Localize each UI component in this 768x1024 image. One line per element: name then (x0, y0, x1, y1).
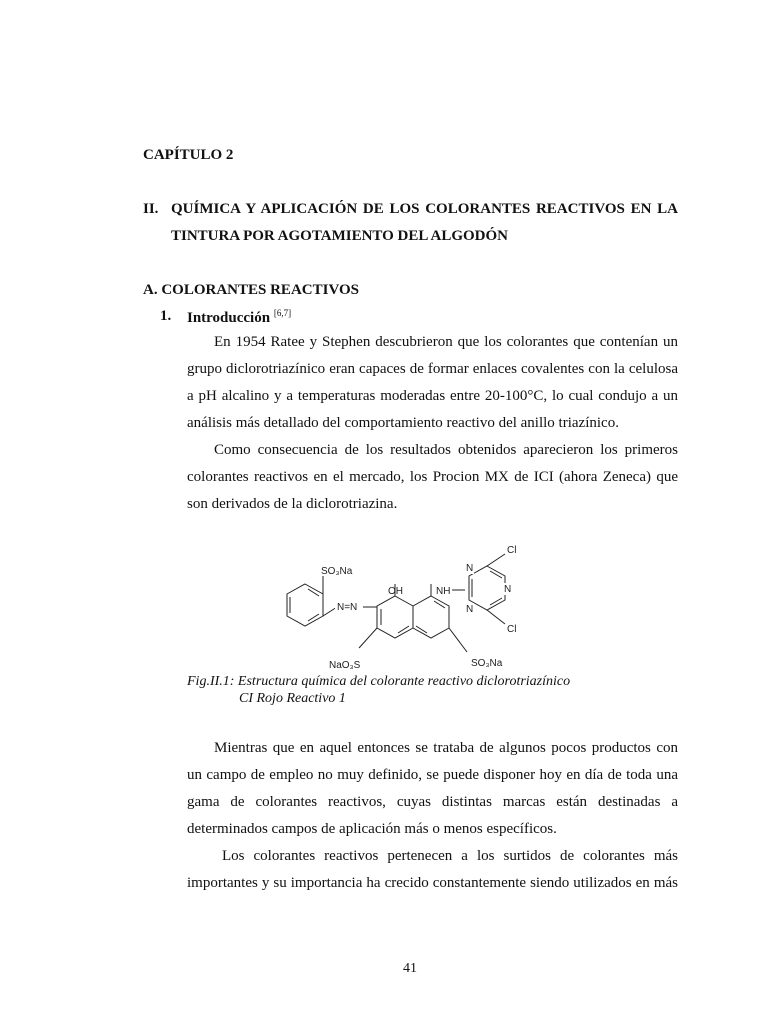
section-title-line1: QUÍMICA Y APLICACIÓN DE LOS COLORANTES REACTIVOS EN LA (171, 201, 678, 217)
paragraph-2 (187, 437, 678, 518)
para1-line: En 1954 Ratee y Stephen descubrieron que los colorantes que contenían un (214, 334, 678, 350)
item-heading (187, 308, 291, 327)
chapter-heading: CAPÍTULO 2 (143, 147, 234, 163)
para4-line: importantes y su importancia ha crecido constantemente siendo utilizados en más (187, 875, 678, 891)
naphthalene-left-ring (377, 596, 413, 638)
nao3s-label: NaO₃S (329, 660, 361, 671)
figure-caption (187, 673, 570, 707)
section-title-line2: TINTURA POR AGOTAMIENTO DEL ALGODÓN (171, 228, 509, 244)
para3-line: determinados campos de aplicación más o menos específicos. (187, 821, 557, 837)
subsection-heading: A. COLORANTES REACTIVOS (143, 282, 359, 298)
triazine-n-label: N (466, 604, 474, 615)
item-title: Introducción (187, 310, 271, 326)
nh-label: NH (436, 586, 451, 597)
so3na-top-label: SO₃Na (321, 566, 353, 577)
triazine-n-label: N (504, 584, 512, 595)
triazine-n-label: N (466, 563, 474, 574)
paragraph-1 (187, 329, 678, 437)
caption-line-1: Fig.II.1: Estructura química del colorante reactivo diclorotriazínico (187, 674, 571, 689)
reference-marker: [6,7] (273, 308, 292, 318)
paragraph-4 (187, 843, 678, 897)
oh-label: OH (388, 586, 403, 597)
paragraph-3 (187, 735, 678, 843)
item-number: 1. (160, 308, 172, 324)
benzene-ring (287, 584, 323, 626)
page-number: 41 (403, 961, 417, 976)
caption-line-2: CI Rojo Reactivo 1 (239, 691, 346, 706)
para2-line: Como consecuencia de los resultados obtenidos aparecieron los primeros (214, 442, 678, 458)
para3-line: gama de colorantes reactivos, cuyas distintas marcas están destinadas a (187, 794, 678, 810)
triazine-ring (469, 566, 505, 610)
cl-top-label: Cl (507, 545, 517, 556)
para1-line: grupo diclorotriazínico eran capaces de formar enlaces covalentes con la celulosa (187, 361, 678, 377)
naphthalene-right-ring (413, 596, 449, 638)
so3na-bottom-label: SO₃Na (471, 658, 503, 669)
cl-bottom-label: Cl (507, 624, 517, 635)
chemical-structure-figure (255, 538, 535, 676)
section-number: II. (143, 201, 159, 217)
para3-line: un campo de empleo no muy definido, se puede disponer hoy en día de toda una (187, 767, 678, 783)
para4-line: Los colorantes reactivos pertenecen a los surtidos de colorantes más (222, 848, 678, 864)
azo-label: N=N (337, 602, 358, 613)
para1-line: a pH alcalino y a temperaturas moderadas entre 20-100°C, lo cual condujo a un (187, 388, 678, 404)
para3-line: Mientras que en aquel entonces se trataba de algunos pocos productos con (214, 740, 678, 756)
structure-labels (313, 545, 516, 671)
para1-line: análisis más detallado del comportamiento reactivo del anillo triazínico. (187, 415, 619, 431)
para2-line: colorantes reactivos en el mercado, los Procion MX de ICI (ahora Zeneca) que (187, 469, 678, 485)
para2-line: son derivados de la diclorotriazina. (187, 496, 398, 512)
